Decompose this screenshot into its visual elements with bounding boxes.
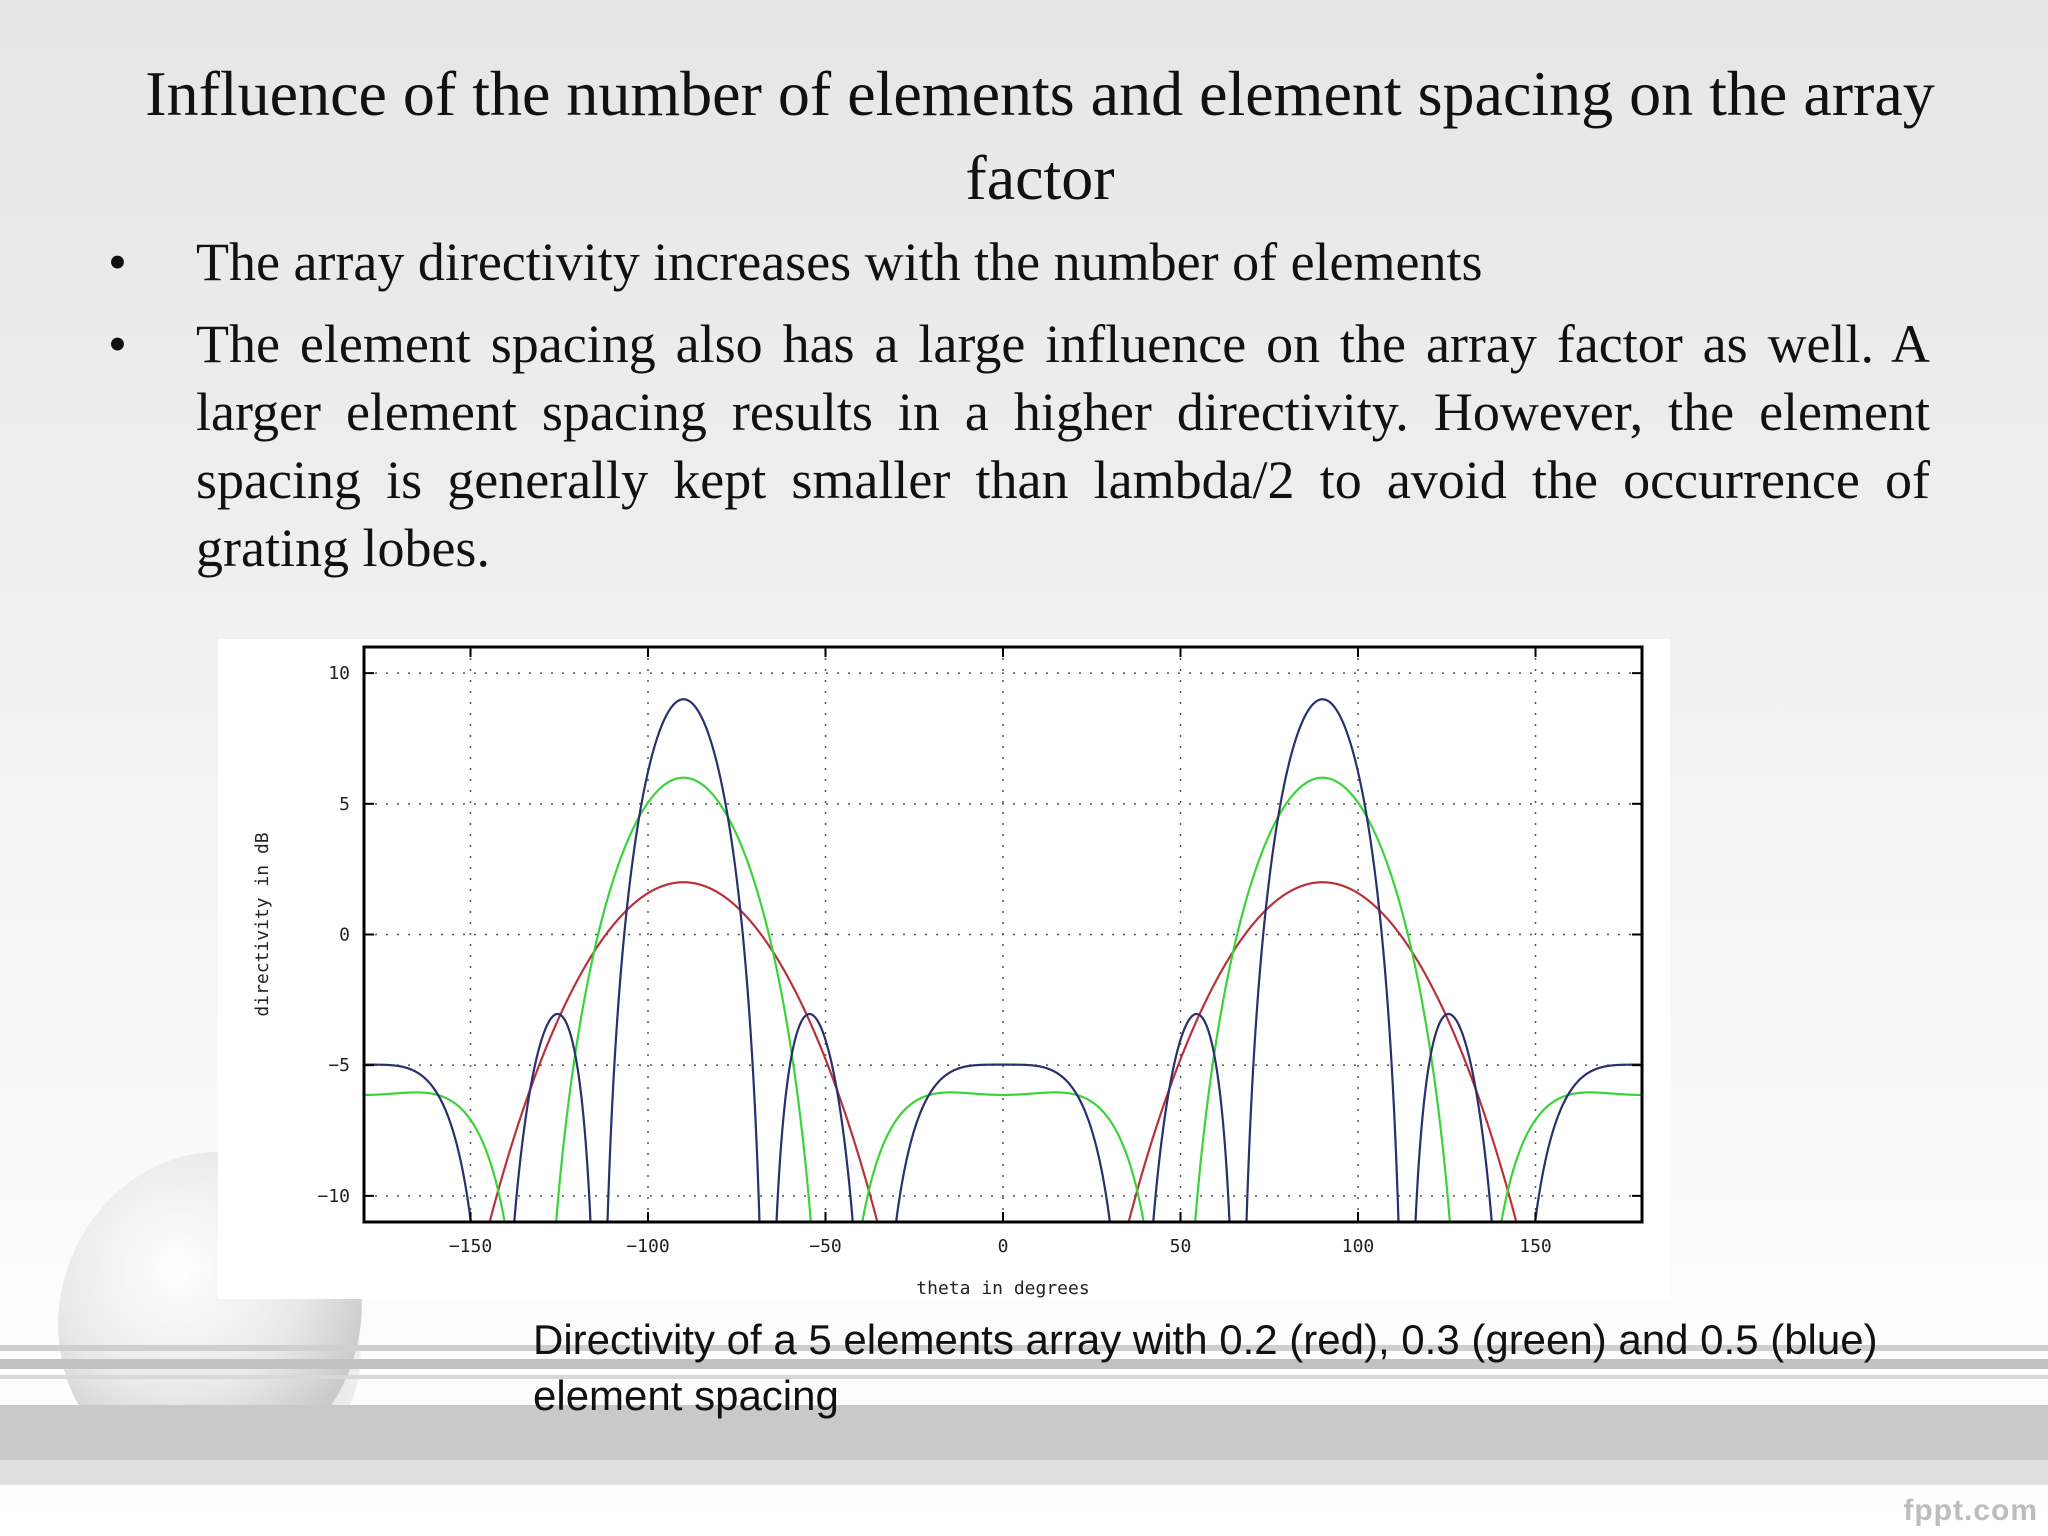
tick-layer <box>317 647 1642 1257</box>
x-tick-label: −100 <box>626 1236 670 1257</box>
x-tick-label: −50 <box>809 1236 842 1257</box>
x-tick-label: 100 <box>1341 1236 1375 1257</box>
chart-caption: Directivity of a 5 elements array with 0.2 (red), 0.3 (green) and 0.5 (blue) element spacing <box>533 1316 1878 1419</box>
y-axis-label: directivity in dB <box>252 832 273 1017</box>
x-tick-label: 150 <box>1519 1236 1552 1257</box>
x-tick-label: 50 <box>1169 1236 1192 1257</box>
series-line-spacing-0-3 <box>364 778 1642 1248</box>
bullet-marker: • <box>108 314 127 374</box>
y-tick-label: 10 <box>328 663 350 685</box>
y-tick-label: −5 <box>328 1055 350 1077</box>
directivity-chart <box>218 639 1670 1299</box>
y-tick-label: 0 <box>339 924 350 946</box>
slide-title: Influence of the number of elements and element spacing on the array factor <box>145 58 1935 213</box>
y-tick-label: −10 <box>317 1185 350 1207</box>
y-tick-label: 5 <box>339 793 350 815</box>
bullet-item <box>100 228 1930 296</box>
brand-watermark: fppt.com <box>1903 1494 2038 1527</box>
chart-panel <box>218 639 1670 1299</box>
bullet-list <box>100 228 1930 596</box>
bullet-marker: • <box>108 232 127 292</box>
x-tick-label: 0 <box>997 1236 1009 1257</box>
x-axis-label: theta in degrees <box>916 1278 1090 1299</box>
bullet-text: The element spacing also has a large influence on the array factor as well. A larger element spacing results in a higher directivity. However, the element spacing is generally kept smaller than lambda/2 to avoid the occurrence of grating lobes. <box>196 314 1930 578</box>
bullet-item <box>100 310 1930 582</box>
grid-lines <box>364 647 1642 1222</box>
bullet-text: The array directivity increases with the number of elements <box>196 232 1483 292</box>
x-tick-label: −150 <box>448 1236 493 1257</box>
